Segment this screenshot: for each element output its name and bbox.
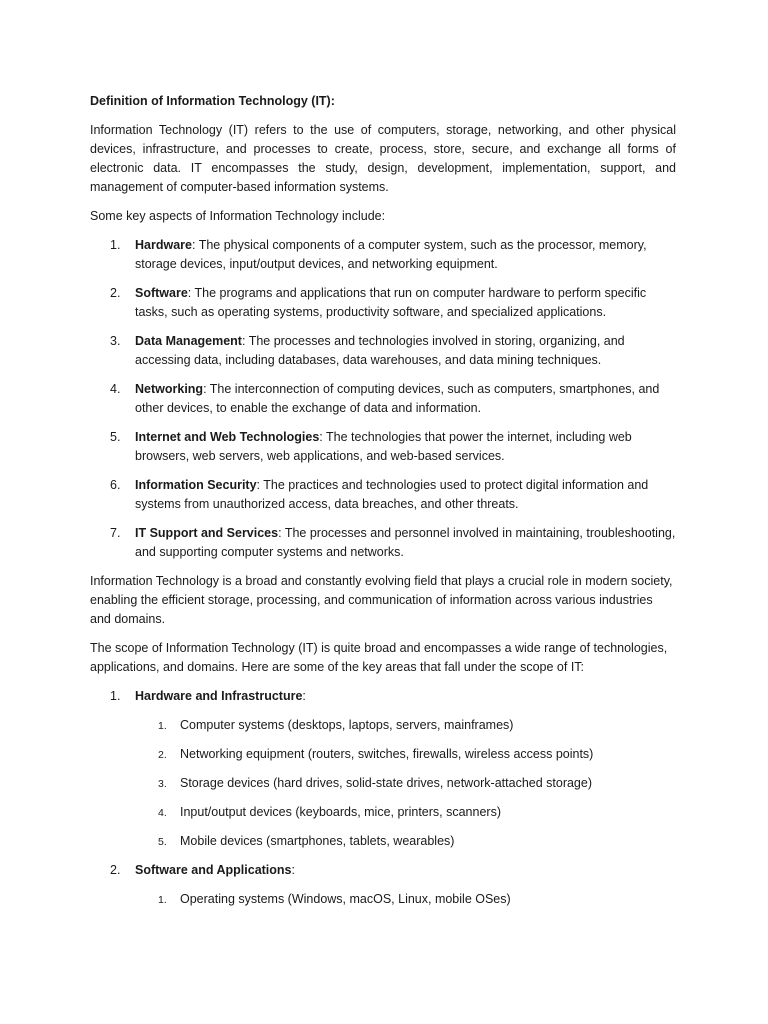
aspect-description: : The programs and applications that run on computer hardware to perform specific tasks, such as operating systems, productivity software, and specialized applications. — [135, 286, 647, 319]
subitem-text: Networking equipment (routers, switches, firewalls, wireless access points) — [180, 747, 594, 761]
sublist-number: 4. — [158, 807, 167, 819]
list-number: 7. — [110, 526, 121, 540]
list-number: 2. — [110, 863, 121, 877]
scope-subitem — [135, 745, 676, 764]
scope-term: Software and Applications — [135, 863, 292, 877]
aspect-term: Networking — [135, 382, 204, 396]
intro-paragraph: Information Technology (IT) refers to the use of computers, storage, networking, and other physical devices, infrastructure, and processes to create, process, store, secure, and exchange all forms of electronic data. IT encompasses the study, design, development, implementation, support, and management of computer-based information systems. — [90, 123, 676, 194]
aspect-item — [90, 236, 676, 274]
aspect-item — [90, 524, 676, 562]
aspect-item — [90, 380, 676, 418]
summary-paragraph: Information Technology is a broad and constantly evolving field that plays a crucial role in modern society, enabling the efficient storage, processing, and communication of information across various industries and domains. — [90, 574, 673, 626]
section-title: Definition of Information Technology (IT): — [90, 94, 335, 108]
scope-term-suffix: : — [302, 689, 306, 703]
scope-item — [90, 687, 676, 851]
list-number: 3. — [110, 334, 121, 348]
aspect-description: : The technologies that power the internet, including web browsers, web servers, web applications, and web-based services. — [135, 430, 632, 463]
list-number: 5. — [110, 430, 121, 444]
scope-subitem — [135, 803, 676, 822]
scope-sublist — [135, 890, 676, 909]
aspect-term: IT Support and Services — [135, 526, 279, 540]
aspect-description: : The physical components of a computer system, such as the processor, memory, storage devices, input/output devices, and networking equipment. — [135, 238, 647, 271]
subitem-text: Operating systems (Windows, macOS, Linux, mobile OSes) — [180, 892, 511, 906]
list-number: 1. — [110, 689, 121, 703]
aspect-description: : The practices and technologies used to protect digital information and systems from unauthorized access, data breaches, and other threats. — [135, 478, 649, 511]
document-body — [90, 92, 676, 919]
aspect-term: Internet and Web Technologies — [135, 430, 320, 444]
scope-subitem — [135, 774, 676, 793]
aspect-item — [90, 284, 676, 322]
scope-subitem — [135, 716, 676, 735]
subitem-text: Input/output devices (keyboards, mice, printers, scanners) — [180, 805, 501, 819]
aspect-description: : The processes and technologies involved in storing, organizing, and accessing data, including databases, data warehouses, and data mining techniques. — [135, 334, 625, 367]
scope-term-suffix: : — [291, 863, 295, 877]
list-number: 1. — [110, 238, 121, 252]
aspects-list — [90, 236, 676, 562]
aspect-term: Information Security — [135, 478, 257, 492]
sublist-number: 1. — [158, 894, 167, 906]
subitem-text: Storage devices (hard drives, solid-state drives, network-attached storage) — [180, 776, 592, 790]
sublist-number: 3. — [158, 778, 167, 790]
sublist-number: 2. — [158, 749, 167, 761]
aspect-item — [90, 476, 676, 514]
list-number: 6. — [110, 478, 121, 492]
scope-subitem — [135, 832, 676, 851]
scope-item — [90, 861, 676, 909]
scope-lead-paragraph: The scope of Information Technology (IT) is quite broad and encompasses a wide range of technologies, applications, and domains. Here are some of the key areas that fall under the scope of IT: — [90, 641, 668, 674]
sublist-number: 1. — [158, 720, 167, 732]
aspect-term: Hardware — [135, 238, 192, 252]
subitem-text: Mobile devices (smartphones, tablets, wearables) — [180, 834, 455, 848]
scope-list — [90, 687, 676, 909]
list-number: 4. — [110, 382, 121, 396]
aspect-term: Data Management — [135, 334, 242, 348]
aspect-term: Software — [135, 286, 188, 300]
aspect-description: : The processes and personnel involved in maintaining, troubleshooting, and supporting computer systems and networks. — [135, 526, 676, 559]
subitem-text: Computer systems (desktops, laptops, servers, mainframes) — [180, 718, 514, 732]
sublist-number: 5. — [158, 836, 167, 848]
list-number: 2. — [110, 286, 121, 300]
aspect-description: : The interconnection of computing devices, such as computers, smartphones, and other devices, to enable the exchange of data and information. — [135, 382, 660, 415]
scope-subitem — [135, 890, 676, 909]
aspects-lead-paragraph: Some key aspects of Information Technology include: — [90, 209, 386, 223]
aspect-item — [90, 332, 676, 370]
aspect-item — [90, 428, 676, 466]
scope-sublist — [135, 716, 676, 851]
scope-term: Hardware and Infrastructure — [135, 689, 303, 703]
